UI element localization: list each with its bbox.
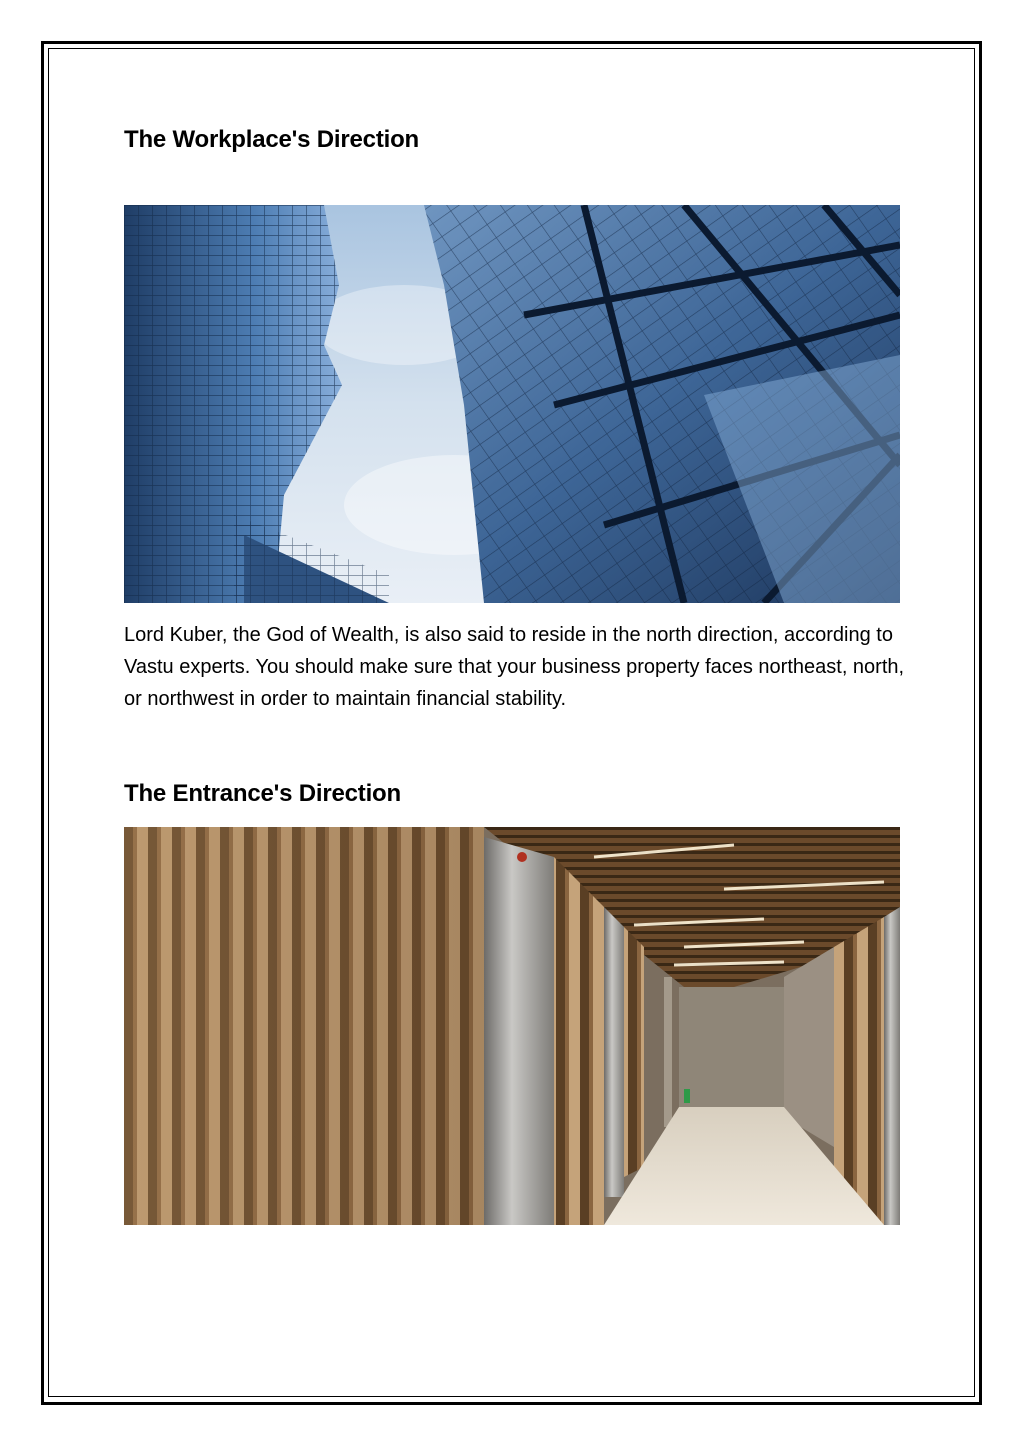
lobby-corridor-photo — [124, 827, 900, 1225]
skyscrapers-photo — [124, 205, 900, 603]
section-heading-workplace: The Workplace's Direction — [124, 126, 420, 153]
section-heading-entrance: The Entrance's Direction — [124, 780, 401, 807]
workplace-paragraph: Lord Kuber, the God of Wealth, is also said to reside in the north direction, according to Vastu experts. You should make sure that your business property faces northeast, north, or northwest in order to maintain financial stability. — [124, 624, 905, 710]
